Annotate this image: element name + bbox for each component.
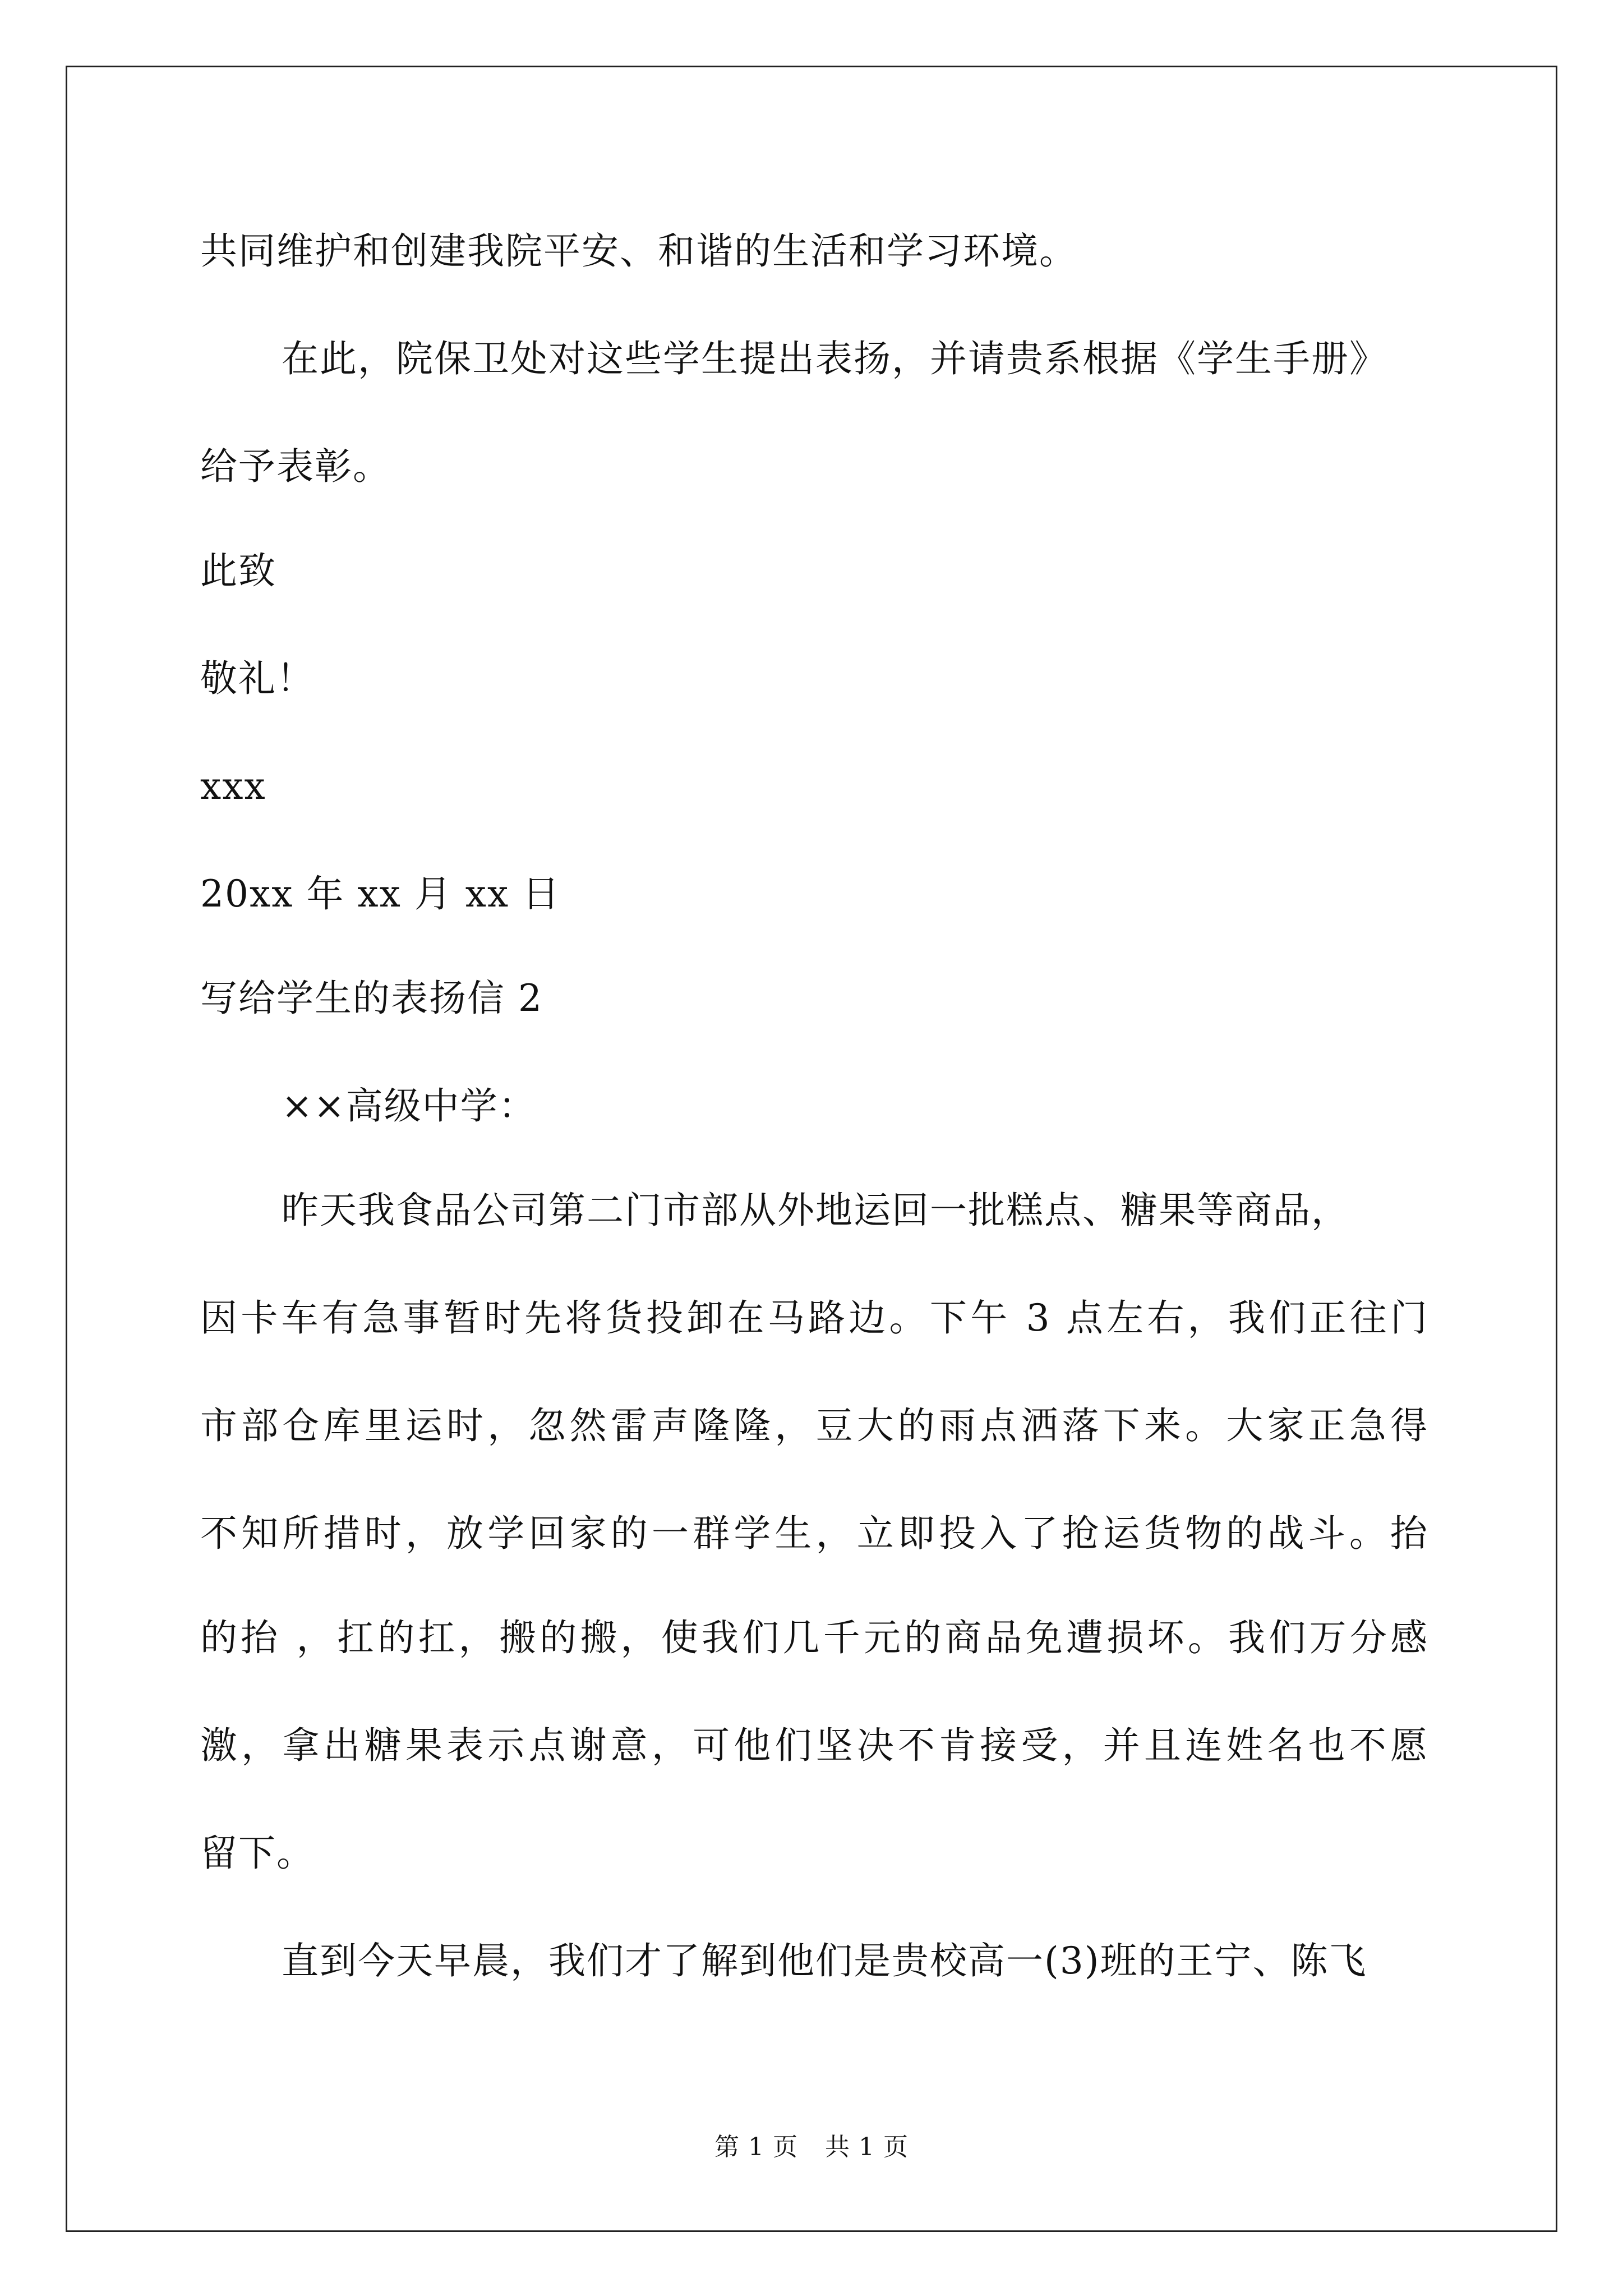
page-total: 共 1 页	[825, 2133, 909, 2161]
text-line-2: 在此，院保卫处对这些学生提出表扬，并请贵系根据《学生手册》	[282, 337, 1387, 380]
text-line-13: 不知所措时，放学回家的一群学生，立即投入了抢运货物的战斗。抬	[200, 1512, 1428, 1555]
signature-date: 20xx 年 xx 月 xx 日	[200, 872, 561, 915]
section-title: 写给学生的表扬信 2	[200, 977, 543, 1020]
text-line-10: 昨天我食品公司第二门市部从外地运回一批糕点、糖果等商品，	[282, 1189, 1349, 1232]
text-line-15: 激，拿出糖果表示点谢意，可他们坚决不肯接受，并且连姓名也不愿	[200, 1724, 1428, 1767]
text-line-12: 市部仓库里运时，忽然雷声隆隆，豆大的雨点洒落下来。大家正急得	[200, 1404, 1428, 1447]
text-line-17: 直到今天早晨，我们才了解到他们是贵校高一(3)班的王宁、陈飞	[282, 1939, 1367, 1982]
salutation-jing-li: 敬礼！	[200, 657, 315, 700]
text-line-1: 共同维护和创建我院平安、和谐的生活和学习环境。	[200, 229, 1077, 273]
page-border	[66, 66, 1557, 2232]
text-line-14: 的抬 ，扛的扛，搬的搬，使我们几千元的商品免遭损坏。我们万分感	[200, 1616, 1428, 1659]
page-footer	[0, 2135, 1623, 2160]
text-line-11: 因卡车有急事暂时先将货投卸在马路边。下午 3 点左右，我们正往门	[200, 1296, 1428, 1340]
letter-recipient: ××高级中学：	[282, 1084, 537, 1128]
text-line-3: 给予表彰。	[200, 445, 391, 488]
page-number: 第 1 页	[714, 2133, 798, 2161]
text-line-16: 留下。	[200, 1832, 315, 1875]
salutation-ci-zhi: 此致	[200, 549, 276, 592]
signature-name: xxx	[200, 765, 266, 808]
